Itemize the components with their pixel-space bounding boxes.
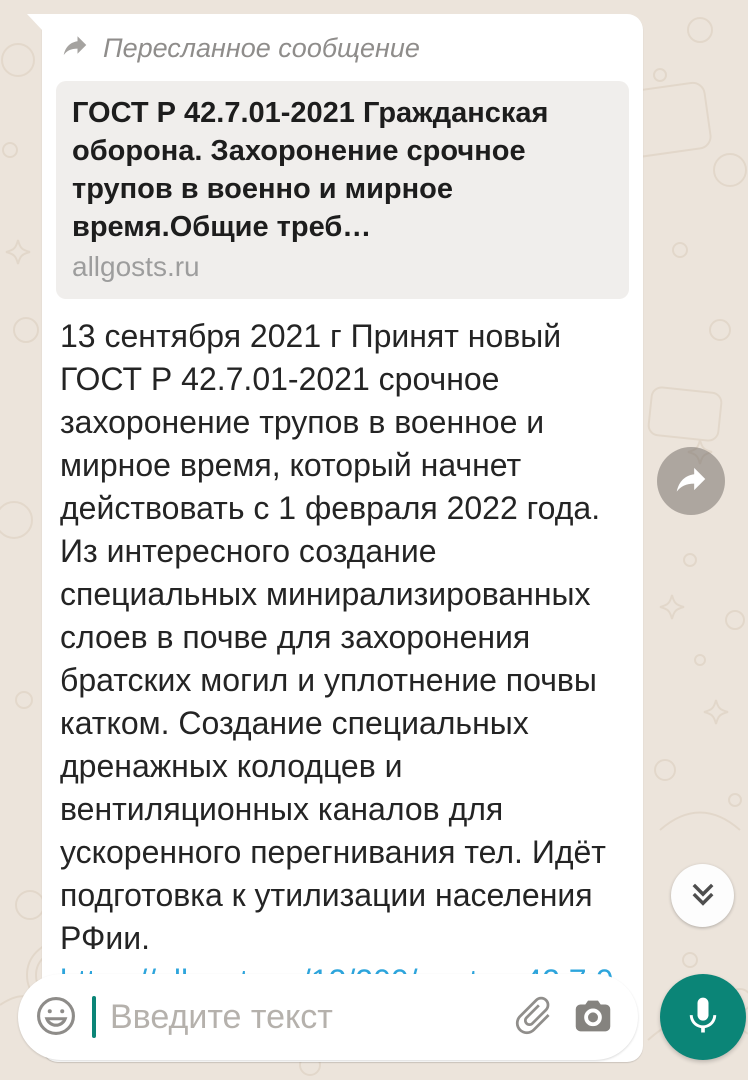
- link-preview-title: ГОСТ Р 42.7.01-2021 Гражданская оборона. Захоронение срочное трупов в военно и мирное время.Общие треб…: [72, 97, 549, 243]
- link-preview-domain: allgosts.ru: [72, 251, 200, 282]
- forwarded-header: [60, 30, 625, 67]
- link-preview-card[interactable]: [56, 81, 629, 299]
- forward-arrow-icon: [672, 460, 710, 503]
- message-body: 13 сентября 2021 г Принят новый ГОСТ Р 42.7.01-2021 срочное захоронение трупов в военное и мирное время, который начнет действовать с 1 февраля 2022 года. Из интересного создание специальных минирализированных слоев в почве для захоронения братских могил и уплотнение почвы катком. Создание специальных дренажных колодцев и вентиляционных каналов для ускоренного перегнивания тел. Идёт подготовка к утилизации населения РФии.: [60, 318, 615, 956]
- voice-record-button[interactable]: [660, 974, 746, 1060]
- attach-button[interactable]: [512, 994, 556, 1041]
- forward-arrow-icon: [60, 30, 90, 67]
- microphone-icon: [681, 994, 725, 1041]
- message-bubble: [42, 14, 643, 1062]
- bubble-tail: [27, 14, 43, 31]
- forwarded-label: Пересланное сообщение: [103, 33, 420, 63]
- forward-message-button[interactable]: [657, 447, 725, 515]
- text-cursor: [92, 996, 96, 1038]
- camera-button[interactable]: [570, 993, 616, 1042]
- camera-icon: [570, 993, 616, 1042]
- emoji-button[interactable]: [34, 994, 78, 1041]
- double-chevron-down-icon: [687, 877, 719, 914]
- composer-bar: [18, 974, 638, 1060]
- paperclip-icon: [512, 994, 556, 1041]
- message-input[interactable]: [110, 998, 498, 1037]
- smiley-icon: [34, 994, 78, 1041]
- scroll-to-bottom-button[interactable]: [671, 864, 734, 927]
